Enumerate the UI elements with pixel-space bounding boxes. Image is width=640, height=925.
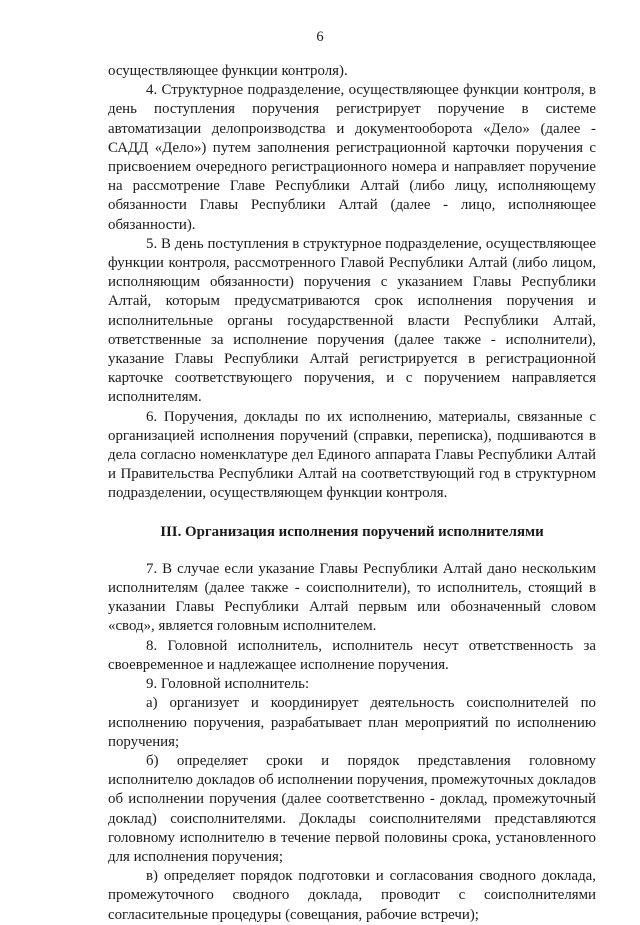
page-number: 6 [316, 29, 324, 45]
paragraph-9-a: а) организует и координирует деятельность соисполнителей по исполнению поручения, разрабатывает план мероприятий по исполнению поручения; [108, 695, 596, 750]
section-heading: III. Организация исполнения поручений исполнителями [160, 523, 544, 540]
paragraph-7: 7. В случае если указание Главы Республики Алтай дано нескольким исполнителям (далее также - соисполнители), то исполнитель, стоящий в указании Главы Республики Алтай первым или обозначенный словом «свод», является головным исполнителем. [108, 560, 596, 635]
paragraph-6: 6. Поручения, доклады по их исполнению, материалы, связанные с организацией исполнения поручений (справки, переписка), подшиваются в дела согласно номенклатуре дел Единого аппарата Главы Республики Алтай и Правительства Республики Алтай на соответствующий год в структурном подразделении, осуществляющем функции контроля. [108, 408, 596, 502]
paragraph-8: 8. Головной исполнитель, исполнитель несут ответственность за своевременное и надлежащее исполнение поручения. [108, 637, 596, 673]
paragraph-5: 5. В день поступления в структурное подразделение, осуществляющее функции контроля, рассмотренного Главой Республики Алтай (либо лицом, исполняющим обязанности) поручения с указанием Главы Республики Алтай, которым предусматриваются срок исполнения поручения и исполнительные органы государственной власти Республики Алтай, ответственные за исполнение поручения (далее также - исполнители), указание Главы Республики Алтай регистрируется в регистрационной карточке соответствующего поручения, и с поручением направляется исполнителям. [108, 235, 596, 406]
paragraph-9-b: б) определяет сроки и порядок представления головному исполнителю докладов об исполнении поручения, промежуточных докладов об исполнении поручения (далее соответственно - доклад, промежуточный доклад) соисполнителями. Доклады соисполнителями представляются головному исполнителю в течение первой половины срока, установленного для исполнения поручения; [108, 752, 596, 865]
paragraph-continuation: осуществляющее функции контроля). [108, 63, 348, 79]
document-body [108, 62, 596, 925]
paragraph-9: 9. Головной исполнитель: [146, 676, 310, 693]
paragraph-9-c: в) определяет порядок подготовки и согласования сводного доклада, промежуточного сводного доклада, проводит с соисполнителями согласительные процедуры (совещания, рабочие встречи); [108, 868, 596, 923]
paragraph-4: 4. Структурное подразделение, осуществляющее функции контроля, в день поступления поручения регистрирует поручение в системе автоматизации делопроизводства и документооборота «Дело» (далее - САДД «Дело») путем заполнения регистрационной карточки поручения с присвоением очередного регистрационного номера и направляет поручение на рассмотрение Главе Республики Алтай (либо лицу, исполняющему обязанности Главы Республики Алтай (далее - лицо, исполняющее обязанности). [108, 82, 596, 233]
